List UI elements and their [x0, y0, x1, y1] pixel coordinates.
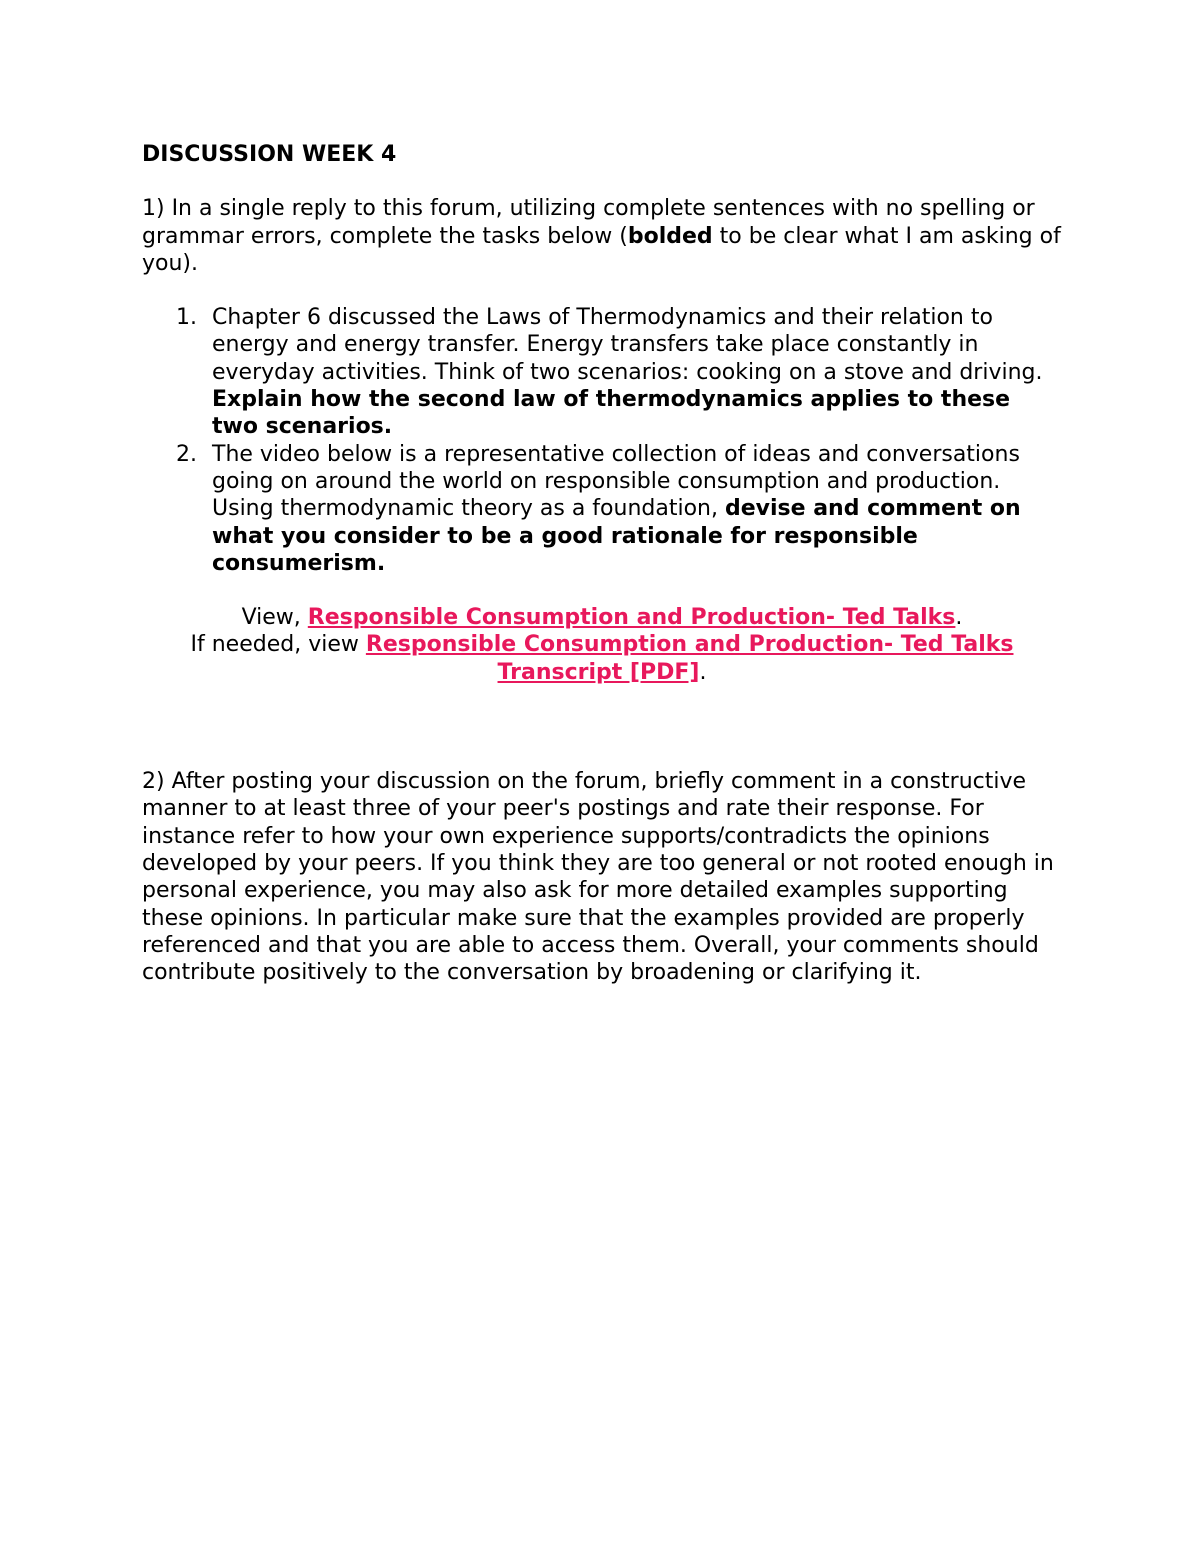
bolded-word: bolded [627, 223, 713, 249]
task-item [142, 441, 1062, 577]
peer-response-paragraph: 2) After posting your discussion on the forum, briefly comment in a constructive manner to at least three of your peer's postings and rate their response. For instance refer to how your own experience supports/contradicts the opinions developed by your peers. If you think they are too general or not rooted enough in personal experience, you may also ask for more detailed examples supporting these opinions. In particular make sure that the examples provided are properly referenced and that you are able to access them. Overall, your comments should contribute positively to the conversation by broadening or clarifying it. [142, 769, 1054, 986]
video-link-prefix: View, [241, 605, 308, 631]
transcript-link-prefix: If needed, view [190, 632, 366, 658]
resource-links [142, 604, 1062, 686]
video-link-suffix: . [955, 605, 963, 631]
transcript-link-suffix: . [699, 659, 707, 685]
task-list [142, 304, 1062, 577]
page-title: DISCUSSION WEEK 4 [142, 142, 397, 167]
transcript-link-line [142, 631, 1062, 686]
video-link-line [142, 604, 1062, 631]
task-number: 1. [176, 305, 197, 331]
task-text: Chapter 6 discussed the Laws of Thermodynamics and their relation to energy and energy transfer. Energy transfers take place constantly in everyday activities. Think of two scenarios: cooking on a stove and driving. [212, 305, 1043, 385]
ted-talks-transcript-link[interactable]: Responsible Consumption and Production- Ted Talks Transcript [PDF] [365, 632, 1014, 685]
document-page [142, 141, 1062, 986]
instructions-text: 1) In a single reply to this forum, utilizing complete sentences with no spelling or grammar errors, complete the tasks below ( [142, 196, 1035, 249]
task-bold-text: devise and comment on what you consider to be a good rationale for responsible consumerism. [212, 496, 1021, 576]
instructions-text-end: to be clear what I am asking of you). [142, 223, 1061, 276]
instructions-paragraph [142, 195, 1062, 277]
task-bold-text: Explain how the second law of thermodynamics applies to these two scenarios. [212, 387, 1011, 440]
task-item [142, 304, 1062, 440]
task-text: The video below is a representative collection of ideas and conversations going on around the world on responsible consumption and production. Using thermodynamic theory as a foundation, [212, 441, 1020, 522]
task-number: 2. [176, 441, 197, 467]
ted-talks-video-link[interactable]: Responsible Consumption and Production- Ted Talks [307, 605, 956, 631]
